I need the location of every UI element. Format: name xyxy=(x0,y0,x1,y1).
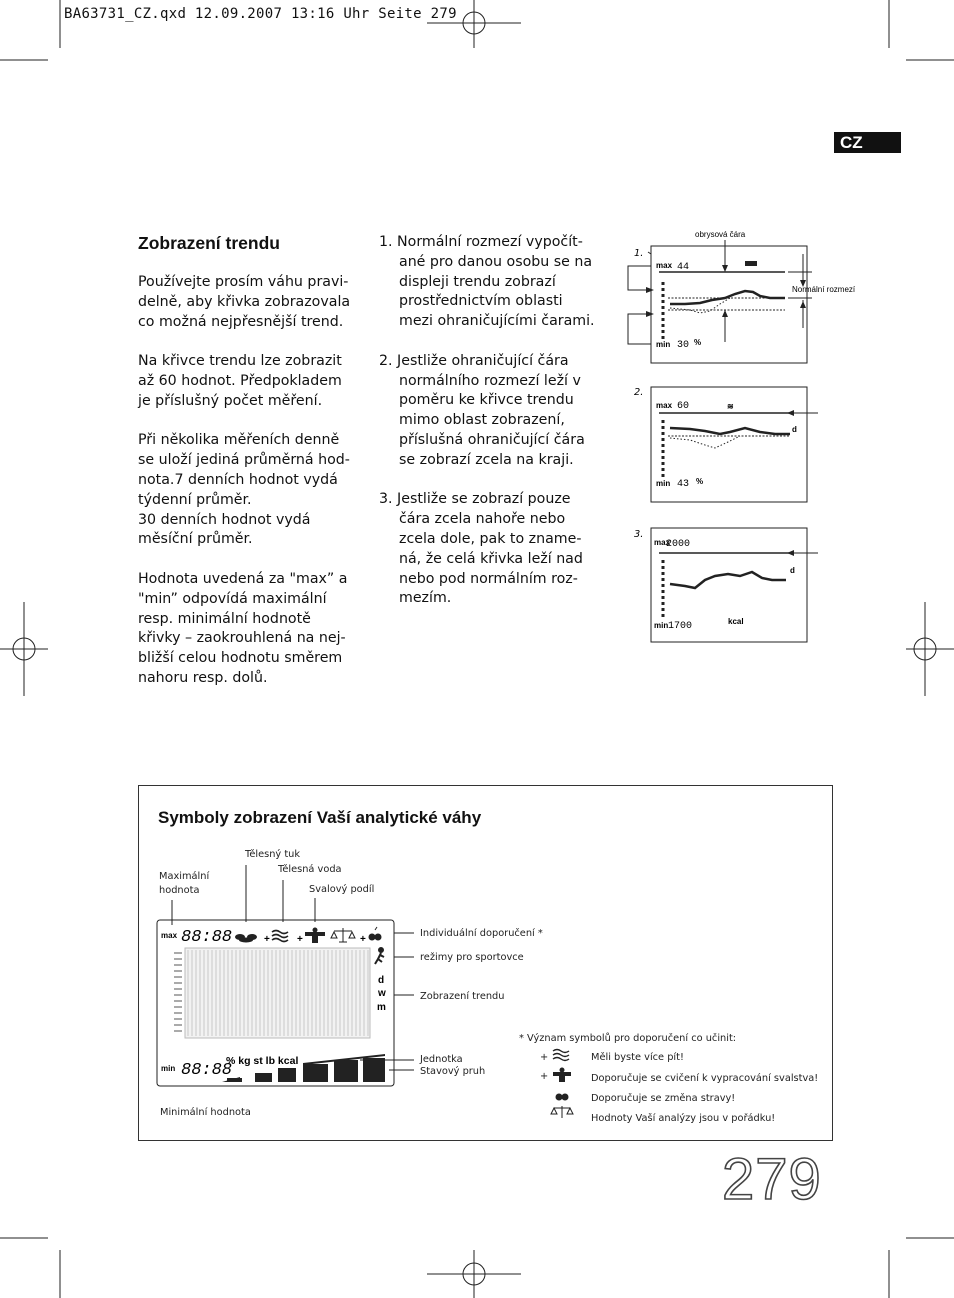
svg-text:88:88: 88:88 xyxy=(181,928,233,947)
trend-step-line: nebo pod normálním roz- xyxy=(399,570,578,587)
svg-text:Minimální hodnota: Minimální hodnota xyxy=(160,1107,251,1118)
trend-text-line: Při několika měřeních denně xyxy=(138,432,340,449)
svg-text:max: max xyxy=(654,538,671,547)
svg-text:% kg st lb kcal: % kg st lb kcal xyxy=(226,1055,299,1067)
svg-text:Tělesný tuk: Tělesný tuk xyxy=(245,849,301,860)
trend-step-line: 3. Jestliže se zobrazí pouze xyxy=(379,491,571,508)
svg-text:Jednotka: Jednotka xyxy=(420,1054,463,1065)
trend-text-line: měsíční průměr. xyxy=(138,531,253,548)
trend-text-line: se uloží jediná průměrná hod- xyxy=(138,452,350,469)
svg-text:min: min xyxy=(161,1064,176,1073)
svg-text:min: min xyxy=(656,479,671,488)
svg-text:d: d xyxy=(792,425,797,434)
svg-text:max: max xyxy=(656,401,673,410)
trend-step-line: ná, že celá křivka leží nad xyxy=(399,550,583,567)
trend-step-line: mezím. xyxy=(399,590,452,607)
trend-text-line: bližší celou hodnotu směrem xyxy=(138,650,343,667)
svg-text:režimy pro sportovce: režimy pro sportovce xyxy=(420,952,524,963)
svg-text:≋: ≋ xyxy=(727,402,734,411)
file-slug: BA63731_CZ.qxd 12.09.2007 13:16 Uhr Seite 279 xyxy=(64,6,457,22)
svg-text:hodnota: hodnota xyxy=(159,885,200,896)
svg-text:obrysová čára: obrysová čára xyxy=(695,230,746,239)
svg-text:max: max xyxy=(161,931,178,940)
trend-step-line: příslušná ohraničující čára xyxy=(399,431,585,448)
trend-text-line: křivky – zaokrouhlená na nej- xyxy=(138,630,346,647)
trend-step-line: 1. Normální rozmezí vypočít- xyxy=(379,234,583,250)
trend-text-line: resp. minimální hodnotě xyxy=(138,610,311,627)
trend-step-line: zcela dole, pak to zname- xyxy=(399,530,582,547)
svg-text:%: % xyxy=(696,477,704,486)
svg-text:2.: 2. xyxy=(634,387,644,398)
svg-text:kcal: kcal xyxy=(728,617,744,626)
symbols-heading: Symboly zobrazení Vaší analytické váhy xyxy=(158,808,482,827)
svg-text:+: + xyxy=(360,934,366,945)
svg-text:44: 44 xyxy=(677,262,690,273)
svg-text:1700: 1700 xyxy=(668,621,693,632)
trend-heading: Zobrazení trendu xyxy=(138,233,280,253)
svg-text:Maximální: Maximální xyxy=(159,871,210,882)
trend-text-line: Hodnota uvedená za "max” a xyxy=(138,570,348,587)
trend-text-line: až 60 hodnot. Předpokladem xyxy=(138,372,342,389)
water-icon xyxy=(272,931,288,942)
svg-text:d: d xyxy=(378,975,385,986)
trend-text-line: Na křivce trendu lze zobrazit xyxy=(138,353,342,370)
trend-step-line: se zobrazí zcela na kraji. xyxy=(399,451,574,468)
trend-step-line: prostřednictvím oblasti xyxy=(399,293,563,310)
svg-text:Normální rozmezí: Normální rozmezí xyxy=(792,285,856,294)
scale-icon xyxy=(331,928,355,942)
trend-step-line: čára zcela nahoře nebo xyxy=(399,511,566,528)
svg-text:88:88: 88:88 xyxy=(181,1061,233,1080)
svg-text:m: m xyxy=(377,1002,386,1013)
svg-text:Doporučuje se cvičení k vyprac: Doporučuje se cvičení k vypracování svalstva! xyxy=(591,1073,819,1084)
trend-step-line: displeji trendu zobrazí xyxy=(399,273,556,290)
svg-text:Stavový pruh: Stavový pruh xyxy=(420,1066,486,1077)
trend-text-line: nahoru resp. dolů. xyxy=(138,669,268,686)
trend-step-line: 2. Jestliže ohraničující čára xyxy=(379,352,569,369)
svg-text:3.: 3. xyxy=(634,529,644,540)
svg-text:+: + xyxy=(264,934,270,945)
svg-text:Tělesná voda: Tělesná voda xyxy=(278,864,342,875)
trend-step-line: mimo oblast zobrazení, xyxy=(399,412,565,429)
trend-text-line: je příslušný počet měření. xyxy=(138,392,323,409)
trend-text-line: 30 denních hodnot vydá xyxy=(138,511,311,528)
trend-step-line: poměru ke křivce trendu xyxy=(399,392,574,409)
svg-text:Svalový podíl: Svalový podíl xyxy=(309,884,375,895)
svg-text:Zobrazení trendu: Zobrazení trendu xyxy=(420,991,505,1002)
svg-text:%: % xyxy=(694,338,702,347)
svg-text:max: max xyxy=(656,261,673,270)
trend-text-line: nota.7 denních hodnot vydá xyxy=(138,471,338,488)
svg-text:30: 30 xyxy=(677,340,690,351)
svg-text:+: + xyxy=(540,1052,549,1063)
svg-text:Hodnoty Vaší analýzy jsou v po: Hodnoty Vaší analýzy jsou v pořádku! xyxy=(591,1113,776,1124)
svg-text:w: w xyxy=(378,988,386,999)
trend-step-line: mezi ohraničujícími čarami. xyxy=(399,313,595,330)
svg-text:Měli byste více pít!: Měli byste více pít! xyxy=(591,1052,684,1063)
svg-text:Doporučuje se změna stravy!: Doporučuje se změna stravy! xyxy=(591,1093,736,1104)
trend-text-line: "min” odpovídá maximální xyxy=(138,590,327,607)
svg-text:Individuální doporučení *: Individuální doporučení * xyxy=(420,928,543,939)
svg-text:60: 60 xyxy=(677,401,690,412)
apple-icon xyxy=(369,927,382,941)
svg-text:* Význam symbolů pro doporuče: * Význam symbolů pro doporučení co učinit: xyxy=(519,1033,737,1044)
svg-text:min: min xyxy=(656,340,671,349)
svg-text:1.: 1. xyxy=(634,248,644,259)
trend-step-line: ané pro danou osobu se na xyxy=(399,253,593,270)
muscle-icon xyxy=(305,928,325,944)
svg-text:2000: 2000 xyxy=(666,539,691,550)
athlete-icon xyxy=(375,948,384,964)
trend-text-line: delně, aby křivka zobrazovala xyxy=(138,293,351,310)
trend-text-line: co možná nejpřesnější trend. xyxy=(138,313,344,330)
svg-text:+: + xyxy=(540,1071,549,1082)
trend-step-line: normálního rozmezí leží v xyxy=(399,372,581,389)
svg-text:d: d xyxy=(790,566,795,575)
svg-text:min: min xyxy=(654,621,669,630)
svg-text:43: 43 xyxy=(677,479,690,490)
language-tab: CZ xyxy=(834,132,901,153)
trend-text-line: týdenní průměr. xyxy=(138,491,252,508)
trend-text-line: Používejte prosím váhu pravi- xyxy=(138,274,349,290)
page-number: 279 xyxy=(722,1147,822,1212)
svg-text:+: + xyxy=(297,934,303,945)
